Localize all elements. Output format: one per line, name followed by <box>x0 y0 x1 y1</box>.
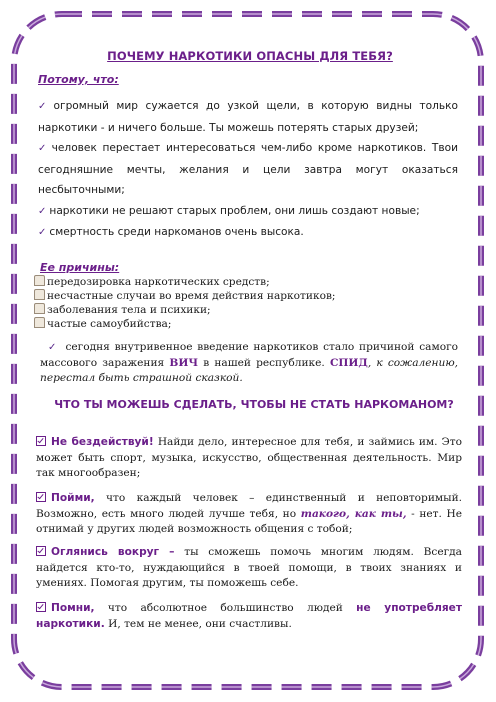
causes-list <box>34 275 454 331</box>
list-item: ✓ наркотики не решают старых проблем, они лишь создают новые; <box>38 204 420 217</box>
check-icon: ✓ <box>48 342 58 353</box>
list-item: ✓ огромный мир сужается до узкой щели, в которую видны только наркотики - и ничего больше. Ты можешь потерять старых друзей; <box>38 100 458 134</box>
advice-item: Помни, что абсолютное большинство людей не употребляет наркотики. И, тем не менее, они счастливы. <box>36 602 463 630</box>
advice-item: Оглянись вокруг – ты сможешь помочь многим людям. Всегда найдется кто-то, нуждающийся в твоей помощи, в твоих знаниях и умениях. Помогая другим, ты поможешь себе. <box>36 546 462 589</box>
advice-item: Не бездействуй! Найди дело, интересное для тебя, и займись им. Это может быть спорт, музыка, искусство, общественная деятельность. Мир так многообразен; <box>36 436 462 479</box>
check-icon: ✓ <box>38 227 47 238</box>
list-item: заболевания тела и психики; <box>34 303 454 317</box>
list-item: ✓ человек перестает интересоваться чем-либо кроме наркотиков. Твои сегодняшние мечты, желания и цели завтра могут оказаться несбыточными; <box>38 142 458 196</box>
list-item: несчастные случаи во время действия наркотиков; <box>34 289 454 303</box>
checkbox-icon <box>36 602 46 612</box>
list-item: ✓ смертность среди наркоманов очень высока. <box>38 226 304 238</box>
hiv-paragraph: ✓ сегодня внутривенное введение наркотиков стало причиной самого массового заражения ВИЧ в нашей республике. СПИД, к сожалению, перестал быть страшной сказкой. <box>40 341 459 384</box>
because-list <box>38 96 458 244</box>
check-icon: ✓ <box>38 101 51 112</box>
check-icon: ✓ <box>38 143 49 154</box>
checkbox-icon <box>36 492 46 502</box>
section-title: ЧТО ТЫ МОЖЕШЬ СДЕЛАТЬ, ЧТОБЫ НЕ СТАТЬ НАРКОМАНОМ? <box>54 398 454 411</box>
causes-label: Ее причины: <box>40 261 120 274</box>
check-icon: ✓ <box>38 205 47 217</box>
bullet-icon <box>34 275 45 286</box>
list-item: передозировка наркотических средств; <box>34 275 454 289</box>
because-label: Потому, что: <box>38 73 119 86</box>
bullet-icon <box>34 289 45 300</box>
checkbox-icon <box>36 436 46 446</box>
bullet-icon <box>34 303 45 314</box>
bullet-icon <box>34 317 45 328</box>
page-title: ПОЧЕМУ НАРКОТИКИ ОПАСНЫ ДЛЯ ТЕБЯ? <box>107 49 393 63</box>
list-item: частые самоубийства; <box>34 317 454 331</box>
checkbox-icon <box>36 546 46 556</box>
advice-item: Пойми, что каждый человек – единственный и неповторимый. Возможно, есть много людей лучше тебя, но такого, как ты, - нет. Не отнимай у других людей возможность общения с тобой; <box>36 492 463 535</box>
